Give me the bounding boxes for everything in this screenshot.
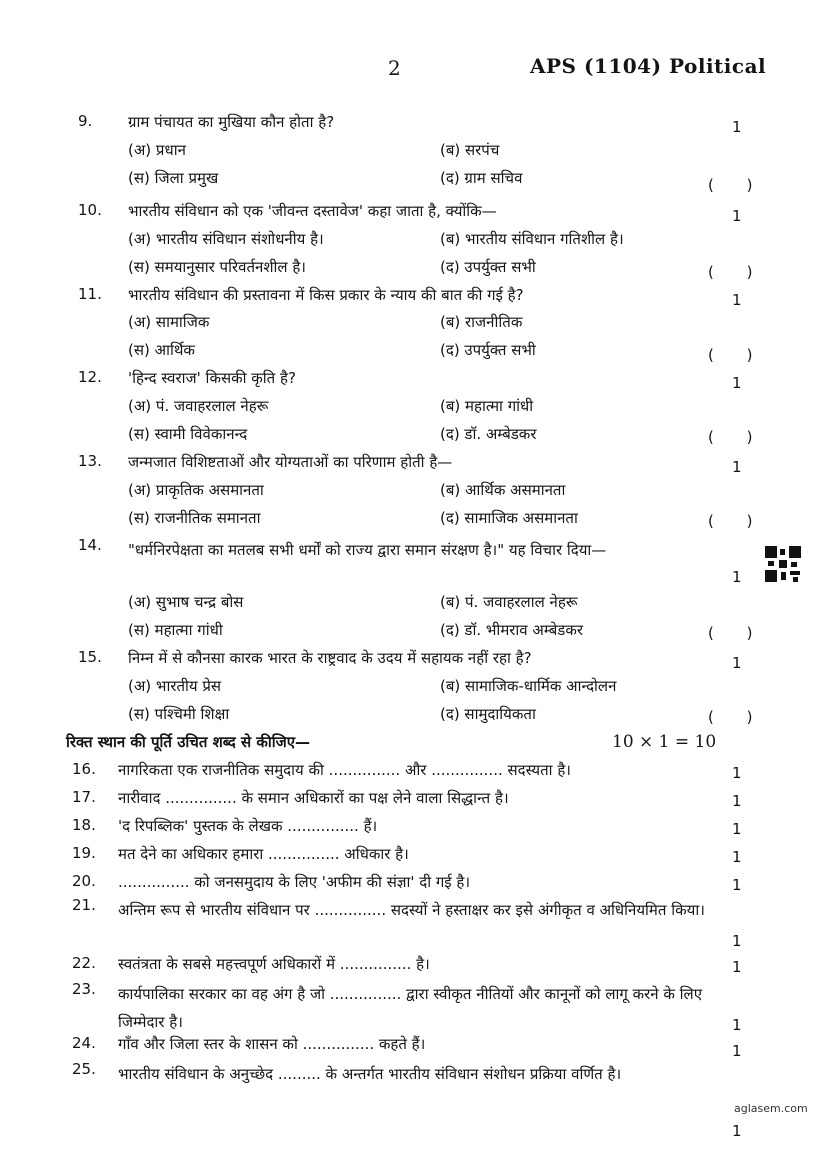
option-row xyxy=(0,229,827,257)
marks: 1 xyxy=(732,654,742,672)
option-d: (द) सामुदायिकता xyxy=(440,705,536,723)
option-b: (ब) सामाजिक-धार्मिक आन्दोलन xyxy=(440,677,617,695)
option-c: (स) स्वामी विवेकानन्द xyxy=(128,425,248,443)
option-c: (स) समयानुसार परिवर्तनशील है। xyxy=(128,258,306,276)
marks: 1 xyxy=(732,118,742,136)
question-number: 16. xyxy=(72,760,96,778)
question-text: ग्राम पंचायत का मुखिया कौन होता है? xyxy=(128,113,335,131)
answer-blank: ( ) xyxy=(708,512,767,530)
question-text: मत देने का अधिकार हमारा ............... अधिकार है। xyxy=(118,845,409,863)
marks: 1 xyxy=(732,932,742,950)
question-number: 23. xyxy=(72,980,96,998)
question-number: 9. xyxy=(78,112,93,130)
answer-blank: ( ) xyxy=(708,346,767,364)
question-text: जन्मजात विशिष्टताओं और योग्यताओं का परिणाम होती है— xyxy=(128,453,453,471)
option-row xyxy=(0,508,827,536)
option-row xyxy=(0,312,827,340)
question-number: 11. xyxy=(78,285,102,303)
watermark: aglasem.com xyxy=(734,1102,808,1115)
option-c: (स) महात्मा गांधी xyxy=(128,621,223,639)
marks: 1 xyxy=(732,958,742,976)
question-text: नारीवाद ............... के समान अधिकारों का पक्ष लेने वाला सिद्धान्त है। xyxy=(118,789,509,807)
marks: 1 xyxy=(732,374,742,392)
option-a: (अ) प्रधान xyxy=(128,141,186,159)
marks: 1 xyxy=(732,568,742,586)
option-d: (द) ग्राम सचिव xyxy=(440,169,523,187)
marks: 1 xyxy=(732,764,742,782)
option-a: (अ) भारतीय संविधान संशोधनीय है। xyxy=(128,230,324,248)
marks: 1 xyxy=(732,291,742,309)
option-row xyxy=(0,140,827,168)
question-text: भारतीय संविधान की प्रस्तावना में किस प्रकार के न्याय की बात की गई है? xyxy=(128,286,524,304)
option-a: (अ) प्राकृतिक असमानता xyxy=(128,481,264,499)
option-d: (द) डॉ. अम्बेडकर xyxy=(440,425,537,443)
option-row xyxy=(0,480,827,508)
option-a: (अ) पं. जवाहरलाल नेहरू xyxy=(128,397,269,415)
marks: 1 xyxy=(732,1122,742,1140)
option-b: (ब) राजनीतिक xyxy=(440,313,523,331)
option-c: (स) जिला प्रमुख xyxy=(128,169,219,187)
question-number: 22. xyxy=(72,954,96,972)
answer-blank: ( ) xyxy=(708,176,767,194)
question-number: 13. xyxy=(78,452,102,470)
question-number: 17. xyxy=(72,788,96,806)
question-number: 12. xyxy=(78,368,102,386)
question-number: 20. xyxy=(72,872,96,890)
option-row xyxy=(0,257,827,285)
question-number: 19. xyxy=(72,844,96,862)
question-text: निम्न में से कौनसा कारक भारत के राष्ट्रवाद के उदय में सहायक नहीं रहा है? xyxy=(128,649,532,667)
option-b: (ब) सरपंच xyxy=(440,141,500,159)
question-text: स्वतंत्रता के सबसे महत्त्वपूर्ण अधिकारों में ............... है। xyxy=(118,955,430,973)
question-text: नागरिकता एक राजनीतिक समुदाय की ............... और ............... सदस्यता है। xyxy=(118,761,571,779)
marks: 1 xyxy=(732,207,742,225)
option-d: (द) डॉ. भीमराव अम्बेडकर xyxy=(440,621,583,639)
marks: 1 xyxy=(732,1042,742,1060)
option-row xyxy=(0,424,827,452)
marks: 1 xyxy=(732,820,742,838)
option-row xyxy=(0,676,827,704)
marks: 1 xyxy=(732,458,742,476)
marks: 1 xyxy=(732,1016,742,1034)
question-text: ............... को जनसमुदाय के लिए 'अफीम की संज्ञा' दी गई है। xyxy=(118,873,471,891)
marks: 1 xyxy=(732,876,742,894)
option-c: (स) राजनीतिक समानता xyxy=(128,509,261,527)
answer-blank: ( ) xyxy=(708,708,767,726)
option-c: (स) पश्चिमी शिक्षा xyxy=(128,705,230,723)
question-number: 10. xyxy=(78,201,102,219)
question-text: कार्यपालिका सरकार का वह अंग है जो ............... द्वारा स्वीकृत नीतियों और कानूनों को लागू करने के लिए जिम्मेदार है। xyxy=(118,985,703,1031)
question-text: गाँव और जिला स्तर के शासन को ............... कहते हैं। xyxy=(118,1035,426,1053)
question-text: भारतीय संविधान के अनुच्छेद ......... के अन्तर्गत भारतीय संविधान संशोधन प्रक्रिया वर्णित है। xyxy=(118,1065,622,1083)
option-c: (स) आर्थिक xyxy=(128,341,195,359)
question-text: 'द रिपब्लिक' पुस्तक के लेखक ............... हैं। xyxy=(118,817,378,835)
option-row xyxy=(0,340,827,368)
question-number: 21. xyxy=(72,896,96,914)
answer-blank: ( ) xyxy=(708,263,767,281)
option-d: (द) उपर्युक्त सभी xyxy=(440,341,536,359)
option-row xyxy=(0,704,827,732)
option-row xyxy=(0,168,827,196)
question-text: 'हिन्द स्वराज' किसकी कृति है? xyxy=(128,369,296,387)
qr-code-icon xyxy=(765,546,801,582)
section-marks: 10 × 1 = 10 xyxy=(612,732,717,752)
section-title: रिक्त स्थान की पूर्ति उचित शब्द से कीजिए— xyxy=(66,733,311,751)
answer-blank: ( ) xyxy=(708,624,767,642)
option-a: (अ) भारतीय प्रेस xyxy=(128,677,222,695)
option-b: (ब) आर्थिक असमानता xyxy=(440,481,566,499)
option-b: (ब) भारतीय संविधान गतिशील है। xyxy=(440,230,624,248)
option-d: (द) उपर्युक्त सभी xyxy=(440,258,536,276)
question-number: 14. xyxy=(78,536,102,554)
option-a: (अ) सुभाष चन्द्र बोस xyxy=(128,593,244,611)
question-number: 18. xyxy=(72,816,96,834)
question-text: अन्तिम रूप से भारतीय संविधान पर ............... सदस्यों ने हस्ताक्षर कर इसे अंगीकृत व अधिनियमित किया। xyxy=(118,901,705,919)
option-a: (अ) सामाजिक xyxy=(128,313,210,331)
marks: 1 xyxy=(732,792,742,810)
page-number: 2 xyxy=(388,56,401,80)
question-number: 25. xyxy=(72,1060,96,1078)
option-b: (ब) महात्मा गांधी xyxy=(440,397,534,415)
question-number: 15. xyxy=(78,648,102,666)
option-row xyxy=(0,620,827,648)
paper-code: APS (1104) Political xyxy=(530,54,767,78)
option-row xyxy=(0,396,827,424)
question-text: भारतीय संविधान को एक 'जीवन्त दस्तावेज' कहा जाता है, क्योंकि— xyxy=(128,202,497,220)
option-row xyxy=(0,592,827,620)
question-text: "धर्मनिरपेक्षता का मतलब सभी धर्मों को राज्य द्वारा समान संरक्षण है।" यह विचार दिया— xyxy=(128,541,607,559)
answer-blank: ( ) xyxy=(708,428,767,446)
option-b: (ब) पं. जवाहरलाल नेहरू xyxy=(440,593,578,611)
option-d: (द) सामाजिक असमानता xyxy=(440,509,578,527)
question-number: 24. xyxy=(72,1034,96,1052)
marks: 1 xyxy=(732,848,742,866)
